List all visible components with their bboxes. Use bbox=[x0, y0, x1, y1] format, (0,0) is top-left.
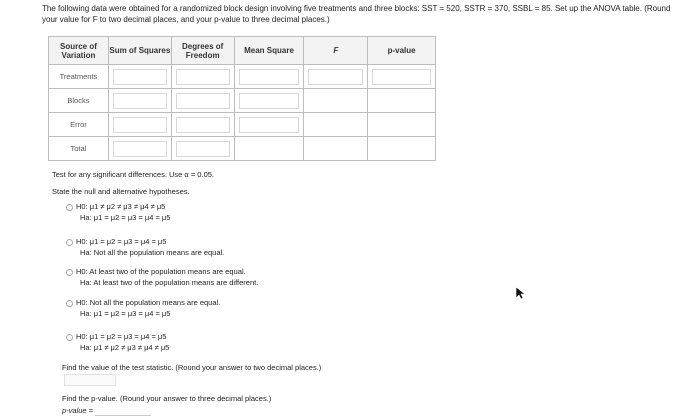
total-df-input[interactable] bbox=[176, 141, 230, 157]
treatments-f-input[interactable] bbox=[308, 69, 363, 85]
p-value-prompt: Find the p-value. (Round your answer to three decimal places.) bbox=[62, 394, 272, 403]
significance-instruction: Test for any significant differences. Use α = 0.05. bbox=[52, 170, 214, 179]
hypothesis-option-1[interactable]: H0: μ1 ≠ μ2 ≠ μ3 ≠ μ4 ≠ μ5 Ha: μ1 = μ2 = μ3 = μ4 = μ5 bbox=[66, 201, 170, 223]
anova-table bbox=[48, 36, 436, 161]
error-ss-input[interactable] bbox=[113, 117, 167, 133]
problem-statement: The following data were obtained for a randomized block design involving five treatments and three blocks: SST = 520, SSTR = 370, SSBL = 85. Set up the ANOVA table. (Round your value for F to two decimal places, and your p-value to three decimal places.) bbox=[42, 4, 671, 24]
radio-button[interactable] bbox=[66, 300, 73, 307]
table-row-blocks bbox=[49, 89, 436, 113]
header-mean-square: Mean Square bbox=[234, 37, 304, 65]
hypothesis-option-4[interactable]: H0: Not all the population means are equal. Ha: μ1 = μ2 = μ3 = μ4 = μ5 bbox=[66, 297, 220, 319]
radio-button[interactable] bbox=[66, 269, 73, 276]
hypothesis-option-3[interactable]: H0: At least two of the population means are equal. Ha: At least two of the population means are different. bbox=[66, 266, 258, 288]
row-label-error: Error bbox=[49, 113, 109, 137]
header-sum-of-squares: Sum of Squares bbox=[108, 37, 171, 65]
test-statistic-input[interactable] bbox=[64, 374, 116, 386]
p-value-input[interactable] bbox=[95, 406, 151, 416]
test-statistic-prompt: Find the value of the test statistic. (Round your answer to two decimal places.) bbox=[62, 363, 322, 372]
treatments-ms-input[interactable] bbox=[239, 69, 300, 85]
anova-header-row bbox=[49, 37, 436, 65]
hypotheses-prompt: State the null and alternative hypotheses. bbox=[52, 187, 190, 196]
treatments-df-input[interactable] bbox=[176, 69, 230, 85]
error-df-input[interactable] bbox=[176, 117, 230, 133]
header-degrees-of-freedom: Degrees of Freedom bbox=[171, 37, 234, 65]
table-row-treatments bbox=[49, 65, 436, 89]
total-ss-input[interactable] bbox=[113, 141, 167, 157]
blocks-df-input[interactable] bbox=[176, 93, 230, 109]
header-source: Source of Variation bbox=[49, 37, 109, 65]
p-value-row bbox=[62, 406, 151, 416]
header-p-value: p-value bbox=[368, 37, 436, 65]
blocks-ss-input[interactable] bbox=[113, 93, 167, 109]
table-row-total bbox=[49, 137, 436, 161]
p-value-label: p-value = bbox=[62, 406, 94, 415]
header-f: F bbox=[304, 37, 368, 65]
blocks-ms-input[interactable] bbox=[239, 93, 300, 109]
row-label-blocks: Blocks bbox=[49, 89, 109, 113]
treatments-ss-input[interactable] bbox=[113, 69, 167, 85]
table-row-error bbox=[49, 113, 436, 137]
hypothesis-option-2[interactable]: H0: μ1 = μ2 = μ3 = μ4 = μ5 Ha: Not all the population means are equal. bbox=[66, 236, 224, 258]
radio-button[interactable] bbox=[66, 239, 73, 246]
row-label-treatments: Treatments bbox=[49, 65, 109, 89]
radio-button[interactable] bbox=[66, 204, 73, 211]
hypothesis-option-5[interactable]: H0: μ1 = μ2 = μ3 = μ4 = μ5 Ha: μ1 ≠ μ2 ≠ μ3 ≠ μ4 ≠ μ5 bbox=[66, 331, 169, 353]
row-label-total: Total bbox=[49, 137, 109, 161]
mouse-cursor-icon bbox=[515, 286, 525, 300]
error-ms-input[interactable] bbox=[239, 117, 300, 133]
treatments-p-input[interactable] bbox=[372, 69, 431, 85]
radio-button[interactable] bbox=[66, 334, 73, 341]
